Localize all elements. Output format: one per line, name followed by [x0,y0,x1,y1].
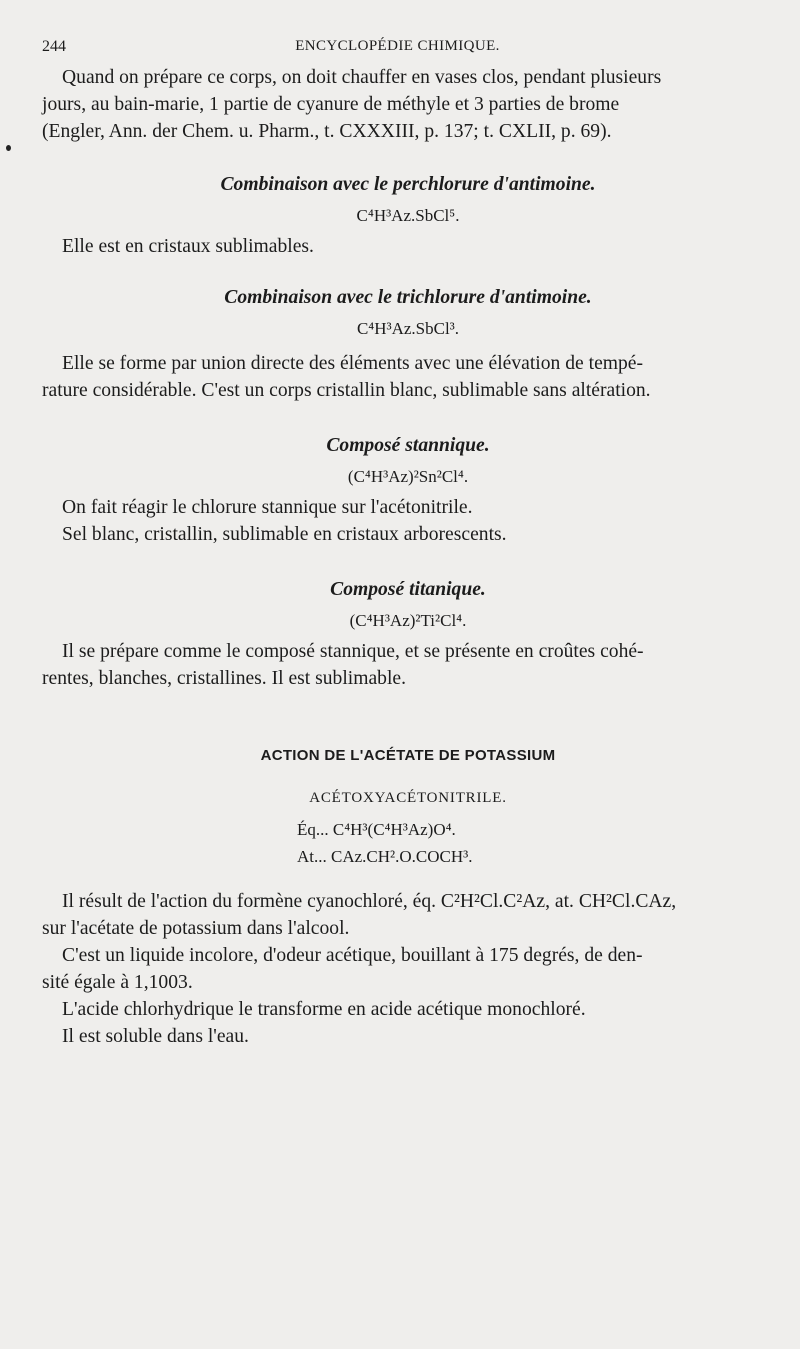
section-heading: ACTION DE L'ACÉTATE DE POTASSIUM [260,747,556,764]
at-formula: CAz.CH².O.COCH³. [331,847,473,866]
eq-label: Éq... [297,820,329,839]
at-label: At... [297,847,327,866]
section-title: Composé stannique. [326,435,490,456]
eq-formula: C⁴H³(C⁴H³Az)O⁴. [332,820,456,839]
section-title: Combinaison avec le perchlorure d'antimoine. [220,174,596,195]
text-line: Il résult de l'action du formène cyanochloré, éq. C²H²Cl.C²Az, at. CH²Cl.CAz, [62,891,677,912]
subheading: ACÉTOXYACÉTONITRILE. [309,790,507,806]
page-header [40,38,755,62]
text-line: C'est un liquide incolore, d'odeur acétique, bouillant à 175 degrés, de den- [62,945,643,966]
intro-paragraph [42,64,754,145]
text-line: rentes, blanches, cristallines. Il est sublimable. [42,668,407,689]
equivalent-formula [62,816,754,843]
formula: (C⁴H³Az)²Ti²Cl⁴. [349,611,467,630]
text-line: rature considérable. C'est un corps cristallin blanc, sublimable sans altération. [42,380,651,401]
text-line: On fait réagir le chlorure stannique sur l'acétonitrile. [62,497,473,518]
formula: C⁴H³Az.SbCl³. [356,319,460,338]
text-line: sur l'acétate de potassium dans l'alcool. [42,918,350,939]
formula: (C⁴H³Az)²Sn²Cl⁴. [347,467,469,486]
text-line: sité égale à 1,1003. [42,972,193,993]
text-line: Elle se forme par union directe des éléments avec une élévation de tempé- [62,353,644,374]
text-line: Elle est en cristaux sublimables. [62,236,314,257]
atomic-formula [62,843,754,870]
page-number: 244 [42,38,66,55]
text-line: jours, au bain-marie, 1 partie de cyanure de méthyle et 3 parties de brome [42,94,620,115]
text-line: L'acide chlorhydrique le transforme en acide acétique monochloré. [62,999,586,1020]
section-title: Composé titanique. [330,579,486,600]
ink-spot [6,145,11,151]
text-line: (Engler, Ann. der Chem. u. Pharm., t. CXXXIII, p. 137; t. CXLII, p. 69). [42,121,612,142]
text-line: Il est soluble dans l'eau. [62,1026,249,1047]
formula: C⁴H³Az.SbCl⁵. [356,206,460,225]
text-line: Il se prépare comme le composé stannique, et se présente en croûtes cohé- [62,641,644,662]
page-body [42,64,754,1050]
text-line: Quand on prépare ce corps, on doit chauffer en vases clos, pendant plusieurs [62,67,662,88]
text-line: Sel blanc, cristallin, sublimable en cristaux arborescents. [62,524,507,545]
running-title: ENCYCLOPÉDIE CHIMIQUE. [295,38,500,54]
section-title: Combinaison avec le trichlorure d'antimoine. [224,287,592,308]
